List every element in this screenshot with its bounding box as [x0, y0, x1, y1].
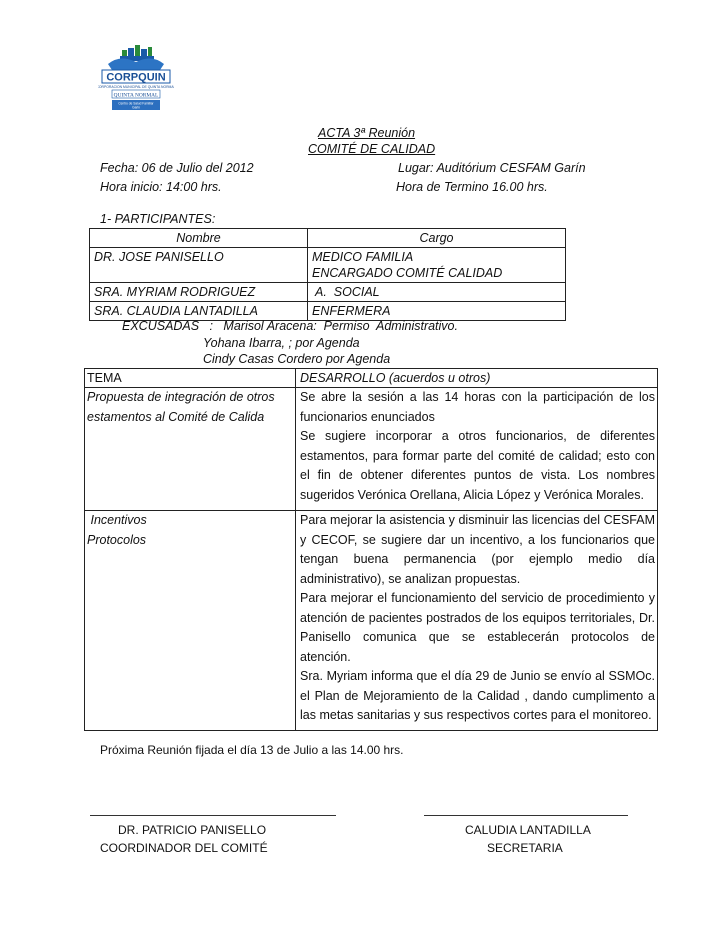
col-tema-header: TEMA	[85, 369, 296, 388]
participant-name: DR. JOSE PANISELLO	[90, 248, 308, 283]
acta-title: ACTA 3ª Reunión	[318, 126, 416, 140]
participants-table	[89, 228, 566, 321]
participant-row	[90, 302, 566, 321]
secretary-name: CALUDIA LANTADILLA	[465, 823, 591, 837]
corpquin-logo	[98, 44, 174, 122]
tema-line: Propuesta de integración de otros	[87, 390, 275, 404]
fecha-text: Fecha: 06 de Julio del 2012	[100, 161, 254, 175]
secretary-role: SECRETARIA	[487, 841, 563, 855]
desarrollo-paragraph: Se abre la sesión a las 14 horas con la participación de los funcionarios enunciados	[300, 390, 655, 424]
desarrollo-cell	[296, 511, 658, 731]
signature-line-right	[424, 815, 628, 816]
tema-line: Protocolos	[87, 532, 147, 547]
minutes-row	[85, 511, 658, 731]
desarrollo-paragraph: Se sugiere incorporar a otros funcionarios, de diferentes estamentos, para formar parte del comité de calidad; esto con el fin de obtener diferentes puntos de vista. Los nombres sugeridos Verónica Orellana, Alicia López y Verónica Morales.	[300, 429, 655, 502]
tema-cell	[85, 388, 296, 511]
tema-line: estamentos al Comité de Calida	[87, 409, 265, 424]
hora-termino-text: Hora de Termino 16.00 hrs.	[396, 180, 548, 194]
desarrollo-paragraph: Para mejorar el funcionamiento del servicio de procedimiento y atención de pacientes postrados de los equipos territoriales, Dr. Panisello comunica que se establecerán protocolos de atención.	[300, 591, 655, 664]
col-nombre-header: Nombre	[90, 229, 308, 248]
participant-role: A. SOCIAL	[308, 283, 566, 302]
minutes-table	[84, 368, 658, 731]
participant-name: SRA. CLAUDIA LANTADILLA	[90, 302, 308, 321]
participants-header-row	[90, 229, 566, 248]
participant-row	[90, 248, 566, 283]
tema-line: Incentivos	[87, 513, 147, 527]
signature-line-left	[90, 815, 336, 816]
desarrollo-paragraph: Sra. Myriam informa que el día 29 de Junio se envío al SSMOc. el Plan de Mejoramiento de la Calidad , dando cumplimento a las metas sanitarias y sus respectivos cortes para el monitoreo.	[300, 669, 655, 722]
tema-cell	[85, 511, 296, 731]
role-line: ENCARGADO COMITÉ CALIDAD	[312, 266, 503, 280]
coordinator-name: DR. PATRICIO PANISELLO	[118, 823, 267, 837]
role-line: MEDICO FAMILIA	[312, 250, 414, 264]
col-desarrollo-header: DESARROLLO (acuerdos u otros)	[296, 369, 658, 388]
coordinator-role: COORDINADOR DEL COMITÉ	[100, 841, 268, 855]
col-cargo-header: Cargo	[308, 229, 566, 248]
excusadas-line: Cindy Casas Cordero por Agenda	[203, 352, 391, 366]
svg-text:Garin: Garin	[132, 105, 140, 110]
acta-subtitle: COMITÉ DE CALIDAD	[308, 142, 436, 156]
lugar-text: Lugar: Auditórium CESFAM Garín	[398, 161, 586, 175]
excusadas-line: Yohana Ibarra, ; por Agenda	[203, 336, 360, 350]
participant-row	[90, 283, 566, 302]
svg-text:Centro de Salud Familiar: Centro de Salud Familiar	[118, 101, 154, 106]
logo-subtitle: QUINTA NORMAL	[113, 92, 159, 99]
minutes-row	[85, 388, 658, 511]
hora-inicio-text: Hora inicio: 14:00 hrs.	[100, 180, 222, 194]
logo-tagline: CORPORACION MUNICIPAL DE QUINTA NORMAL	[98, 85, 174, 89]
next-meeting-text: Próxima Reunión fijada el día 13 de Julio a las 14.00 hrs.	[100, 743, 404, 757]
excusadas-line: EXCUSADAS : Marisol Aracena: Permiso Administrativo.	[122, 319, 458, 333]
participant-role	[308, 248, 566, 283]
participants-heading: 1- PARTICIPANTES:	[100, 212, 216, 226]
participant-role: ENFERMERA	[308, 302, 566, 321]
participant-name: SRA. MYRIAM RODRIGUEZ	[90, 283, 308, 302]
logo-graphic	[98, 44, 174, 122]
desarrollo-paragraph: Para mejorar la asistencia y disminuir las licencias del CESFAM y CECOF, se sugiere dar un incentivo, a los funcionarios que tengan buena permanencia (por ejemplo medio día administrativo), se analizan propuestas.	[300, 513, 655, 586]
minutes-header-row	[85, 369, 658, 388]
logo-brand: CORPQUIN	[106, 71, 166, 84]
desarrollo-cell	[296, 388, 658, 511]
